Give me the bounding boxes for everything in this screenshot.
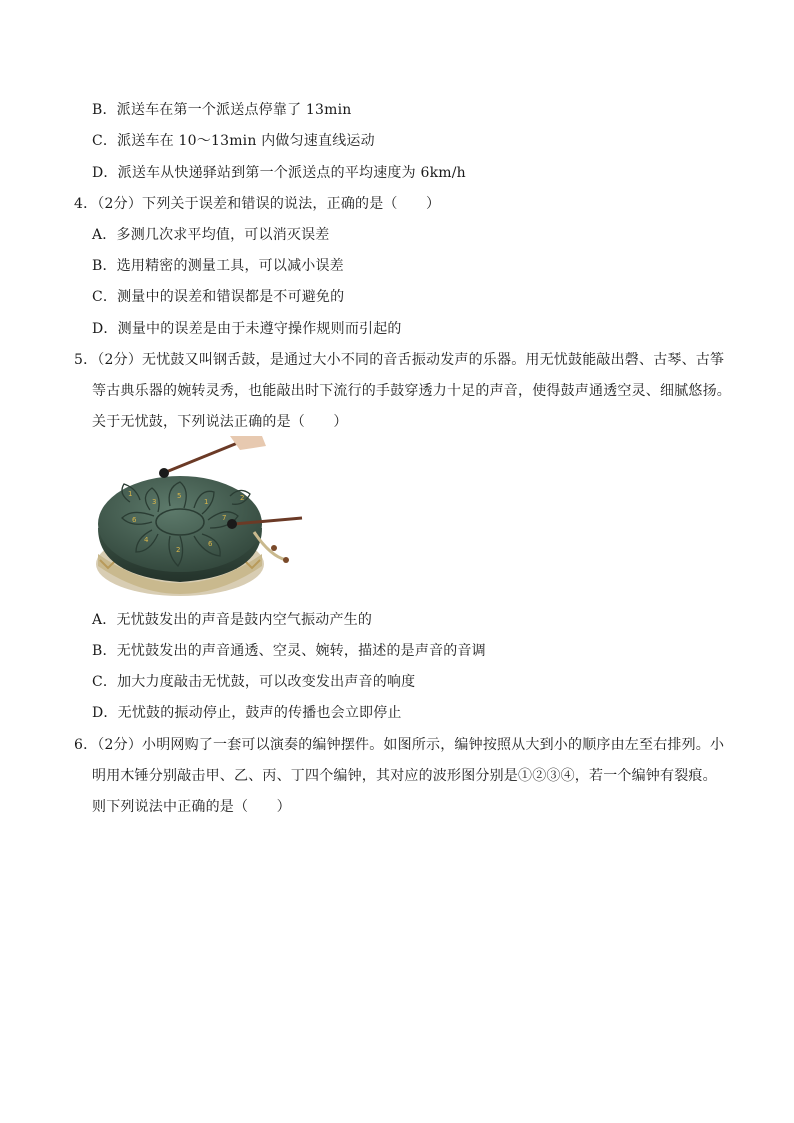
q5-stem-line-1: 5．（2分）无忧鼓又叫钢舌鼓，是通过大小不同的音舌振动发声的乐器。用无忧鼓能敲出磬、古琴、古筝 (74, 352, 725, 368)
q6-stem-line-1: 6．（2分）小明网购了一套可以演奏的编钟摆件。如图所示，编钟按照从大到小的顺序由左至右排列。小 (74, 737, 725, 753)
svg-text:2: 2 (176, 546, 181, 554)
q6-stem-line-3: 则下列说法中正确的是（ ） (92, 799, 291, 815)
q5-option-d: D．无忧鼓的振动停止，鼓声的传播也会立即停止 (92, 705, 402, 721)
q6-stem-line-2: 明用木锤分别敲击甲、乙、丙、丁四个编钟，其对应的波形图分别是①②③④，若一个编钟有裂痕。 (92, 768, 717, 784)
svg-text:3: 3 (152, 498, 157, 506)
q4-stem: 4．（2分）下列关于误差和错误的说法，正确的是（ ） (74, 196, 441, 212)
svg-text:7: 7 (222, 514, 227, 522)
q4-option-b: B．选用精密的测量工具，可以减小误差 (92, 258, 344, 274)
q3-option-c: C．派送车在 10～13min 内做匀速直线运动 (92, 133, 375, 149)
svg-text:1: 1 (204, 498, 209, 506)
mallet-head-2 (227, 519, 237, 529)
q5-option-b: B．无忧鼓发出的声音通透、空灵、婉转，描述的是声音的音调 (92, 643, 486, 659)
svg-text:6: 6 (208, 540, 213, 548)
svg-text:5: 5 (177, 492, 182, 500)
svg-text:1: 1 (128, 490, 133, 498)
q3-option-b: B．派送车在第一个派送点停靠了 13min (92, 102, 352, 118)
q4-option-c: C．测量中的误差和错误都是不可避免的 (92, 289, 345, 305)
svg-text:2: 2 (240, 494, 245, 502)
tongue-drum-image (90, 436, 304, 602)
q4-option-d: D．测量中的误差是由于未遵守操作规则而引起的 (92, 321, 402, 337)
q5-option-c: C．加大力度敲击无忧鼓，可以改变发出声音的响度 (92, 674, 416, 690)
q3-option-d: D．派送车从快递驿站到第一个派送点的平均速度为 6km/h (92, 165, 466, 181)
q4-option-a: A．多测几次求平均值，可以消灭误差 (92, 227, 330, 243)
q5-stem-line-2: 等古典乐器的婉转灵秀，也能敲出时下流行的手鼓穿透力十足的声音，使得鼓声通透空灵、细腻悠扬。 (92, 383, 731, 399)
q5-stem-line-3: 关于无忧鼓，下列说法正确的是（ ） (92, 414, 348, 430)
svg-text:6: 6 (132, 516, 137, 524)
svg-text:4: 4 (144, 536, 149, 544)
hand (230, 436, 266, 450)
mallet-head-1 (159, 468, 169, 478)
q5-option-a: A．无忧鼓发出的声音是鼓内空气振动产生的 (92, 612, 373, 628)
